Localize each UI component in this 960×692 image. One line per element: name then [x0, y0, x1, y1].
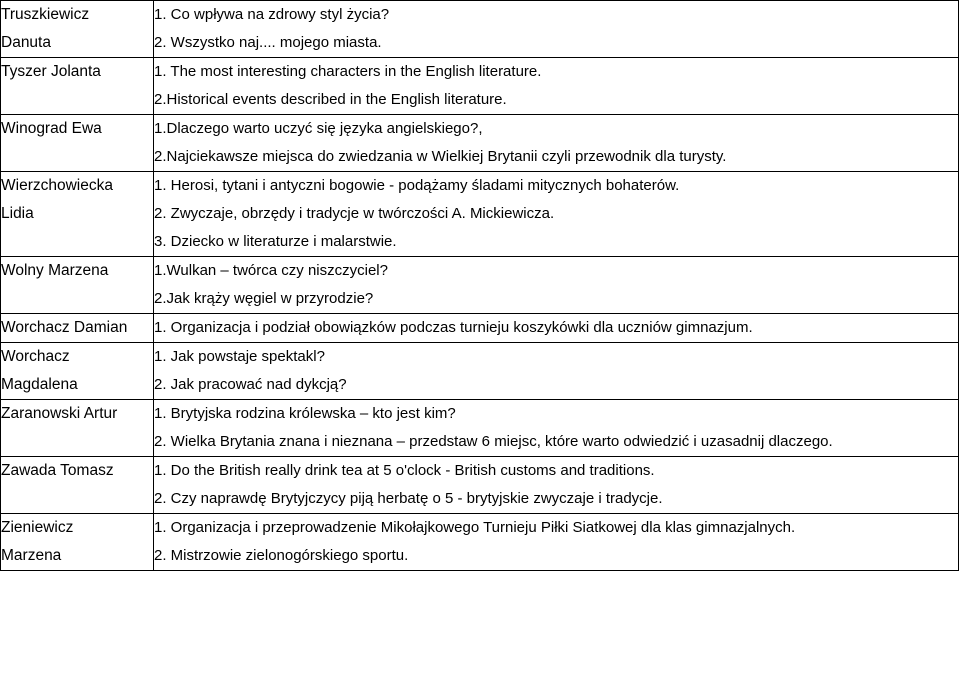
topics-cell: [154, 314, 959, 343]
teacher-name-line: Danuta: [1, 34, 51, 51]
topics-cell: [154, 514, 959, 571]
teacher-name-cell: [1, 343, 154, 400]
table-row: [1, 457, 959, 514]
table-row: [1, 343, 959, 400]
topic-item: 1. Do the British really drink tea at 5 o'clock - British customs and traditions.: [154, 462, 655, 479]
topics-cell: [154, 172, 959, 257]
teacher-name-cell: [1, 172, 154, 257]
topic-item: 1. Organizacja i przeprowadzenie Mikołajkowego Turnieju Piłki Siatkowej dla klas gimnazjalnych.: [154, 519, 796, 536]
table-row: [1, 1, 959, 58]
table-row: [1, 58, 959, 115]
topic-item: 2. Zwyczaje, obrzędy i tradycje w twórczości A. Mickiewicza.: [154, 205, 555, 222]
teacher-name-cell: [1, 1, 154, 58]
topic-item: 1. Organizacja i podział obowiązków podczas turnieju koszykówki dla uczniów gimnazjum.: [154, 319, 753, 336]
teacher-name-cell: [1, 314, 154, 343]
teacher-name-cell: [1, 58, 154, 115]
topic-item: 2. Wielka Brytania znana i nieznana – przedstaw 6 miejsc, które warto odwiedzić i uzasadnij dlaczego.: [154, 433, 833, 450]
topic-item: 1.Wulkan – twórca czy niszczyciel?: [154, 262, 388, 279]
topics-cell: [154, 400, 959, 457]
topic-item: 1. Brytyjska rodzina królewska – kto jest kim?: [154, 405, 456, 422]
topic-item: 1. The most interesting characters in the English literature.: [154, 63, 542, 80]
teacher-name-cell: [1, 514, 154, 571]
topic-item: 2.Jak krąży węgiel w przyrodzie?: [154, 290, 374, 307]
topics-cell: [154, 115, 959, 172]
teacher-name-line: Zaranowski Artur: [1, 405, 118, 422]
topic-item: 2. Czy naprawdę Brytyjczycy piją herbatę o 5 - brytyjskie zwyczaje i tradycje.: [154, 490, 663, 507]
teacher-name-line: Zawada Tomasz: [1, 462, 114, 479]
topic-item: 2. Wszystko naj.... mojego miasta.: [154, 34, 382, 51]
topic-item: 2.Historical events described in the English literature.: [154, 91, 507, 108]
topics-cell: [154, 457, 959, 514]
teacher-name-line: Tyszer Jolanta: [1, 63, 101, 80]
topics-cell: [154, 343, 959, 400]
teacher-name-cell: [1, 115, 154, 172]
table-row: [1, 172, 959, 257]
topic-item: 1. Herosi, tytani i antyczni bogowie - podążamy śladami mitycznych bohaterów.: [154, 177, 680, 194]
teacher-name-cell: [1, 257, 154, 314]
table-row: [1, 257, 959, 314]
topics-cell: [154, 257, 959, 314]
teacher-name-line: Lidia: [1, 205, 34, 222]
table-body: [1, 1, 959, 571]
teacher-name-line: Marzena: [1, 547, 62, 564]
topic-item: 1. Co wpływa na zdrowy styl życia?: [154, 6, 390, 23]
topic-item: 2.Najciekawsze miejsca do zwiedzania w Wielkiej Brytanii czyli przewodnik dla turysty.: [154, 148, 727, 165]
topic-item: 2. Mistrzowie zielonogórskiego sportu.: [154, 547, 409, 564]
teacher-name-cell: [1, 457, 154, 514]
teacher-name-line: Worchacz: [1, 348, 70, 365]
table-row: [1, 400, 959, 457]
topic-item: 1. Jak powstaje spektakl?: [154, 348, 325, 365]
teacher-name-line: Worchacz Damian: [1, 319, 128, 336]
teacher-name-line: Zieniewicz: [1, 519, 74, 536]
teacher-name-line: Wierzchowiecka: [1, 177, 113, 194]
topic-item: 2. Jak pracować nad dykcją?: [154, 376, 347, 393]
topic-item: 3. Dziecko w literaturze i malarstwie.: [154, 233, 397, 250]
teacher-name-line: Wolny Marzena: [1, 262, 109, 279]
topics-cell: [154, 1, 959, 58]
table-row: [1, 514, 959, 571]
teacher-name-cell: [1, 400, 154, 457]
table-row: [1, 314, 959, 343]
table-row: [1, 115, 959, 172]
topic-item: 1.Dlaczego warto uczyć się języka angielskiego?,: [154, 120, 483, 137]
teacher-name-line: Magdalena: [1, 376, 78, 393]
teacher-name-line: Winograd Ewa: [1, 120, 102, 137]
teacher-name-line: Truszkiewicz: [1, 6, 90, 23]
topics-cell: [154, 58, 959, 115]
